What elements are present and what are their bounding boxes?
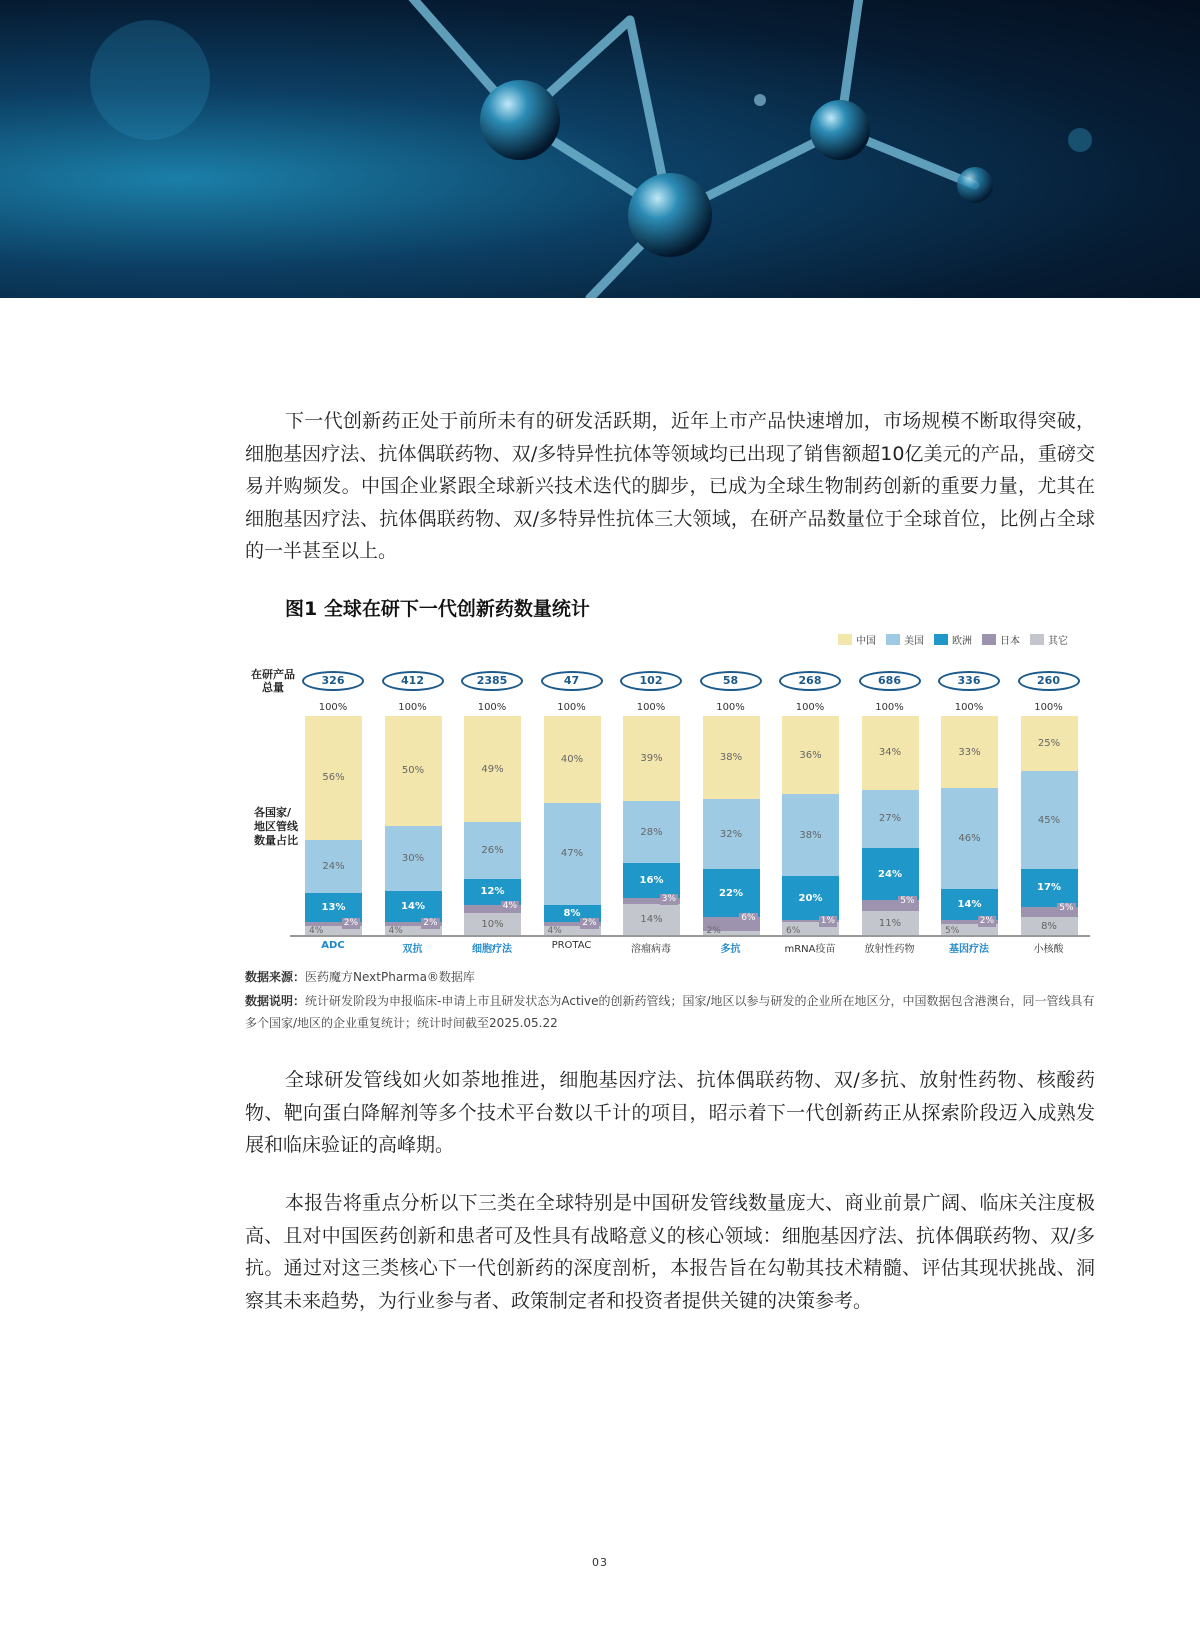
bar-group bbox=[936, 666, 1016, 956]
data-label: 8% bbox=[1041, 920, 1057, 932]
data-label: 4% bbox=[502, 900, 517, 911]
bar-group bbox=[857, 666, 937, 956]
top-label: 100% bbox=[1034, 702, 1063, 713]
data-label: 6% bbox=[786, 925, 801, 936]
stacked-bar bbox=[464, 716, 521, 935]
bar-segment-jp bbox=[862, 896, 919, 911]
bar-segment-ot bbox=[862, 911, 919, 935]
data-label: 14% bbox=[957, 898, 982, 910]
stacked-bar bbox=[703, 716, 760, 935]
bar-segment-us bbox=[782, 794, 839, 876]
source-text: 医药魔方NextPharma®数据库 bbox=[305, 970, 475, 984]
legend-item-us bbox=[886, 632, 924, 647]
bar-segment-cn bbox=[703, 716, 760, 799]
data-label: 12% bbox=[480, 886, 505, 898]
bar-group bbox=[380, 666, 460, 956]
legend-swatch bbox=[1030, 634, 1044, 645]
bar-segment-cn bbox=[544, 716, 601, 803]
data-label: 36% bbox=[799, 749, 822, 761]
data-label: 26% bbox=[481, 844, 504, 856]
data-label: 27% bbox=[878, 813, 902, 825]
note-label: 数据说明： bbox=[245, 994, 306, 1008]
data-label: 24% bbox=[878, 868, 902, 880]
body-paragraph-3: 本报告将重点分析以下三类在全球特别是中国研发管线数量庞大、商业前景广阔、临床关注度极高、且对中国医药创新和患者可及性具有战略意义的核心领域：细胞基因疗法、抗体偶联药物、双/多抗。通过对这三类核心下一代创新药的深度剖析，本报告旨在勾勒其技术精髓、评估其现状挑战、洞察其未来趋势，为行业参与者、政策制定者和投资者提供关键的决策参考。 bbox=[245, 1192, 1095, 1312]
total-badge: 2385 bbox=[461, 671, 523, 691]
category-label: ADC bbox=[321, 940, 345, 951]
data-label: 38% bbox=[719, 752, 743, 764]
total-badge: 260 bbox=[1018, 671, 1080, 691]
total-badge: 412 bbox=[382, 671, 444, 691]
category-label: 细胞疗法 bbox=[472, 944, 512, 955]
bar-segment-eu bbox=[1021, 869, 1078, 906]
bar-segment-us bbox=[862, 790, 919, 849]
top-label: 100% bbox=[716, 702, 745, 713]
bar-segment-eu bbox=[862, 848, 919, 900]
data-label: 1% bbox=[820, 915, 835, 926]
page-number: 03 bbox=[592, 1556, 608, 1569]
intro-paragraph: 下一代创新药正处于前所未有的研发活跃期，近年上市产品快速增加，市场规模不断取得突破，细胞基因疗法、抗体偶联药物、双/多特异性抗体等领域均已出现了销售额超10亿美元的产品，重磅交易并购频发。中国企业紧跟全球新兴技术迭代的脚步，已成为全球生物制药创新的重要力量，尤其在细胞基因疗法、抗体偶联药物、双/多特异性抗体三大领域，在研产品数量位于全球首位，比例占全球的一半甚至以上。 bbox=[245, 410, 1095, 562]
stacked-bar bbox=[385, 716, 442, 935]
stacked-bar-chart bbox=[300, 666, 1100, 956]
top-label: 100% bbox=[398, 702, 427, 713]
bar-segment-jp bbox=[1021, 902, 1078, 918]
stacked-bar bbox=[1021, 716, 1078, 935]
data-label: 50% bbox=[401, 765, 425, 777]
total-badge: 268 bbox=[779, 671, 841, 691]
total-badge: 326 bbox=[302, 671, 364, 691]
bar-segment-eu bbox=[703, 869, 760, 917]
legend-swatch bbox=[886, 634, 900, 645]
legend-label: 欧洲 bbox=[952, 636, 972, 647]
top-label: 100% bbox=[636, 702, 666, 713]
bar-segment-eu bbox=[623, 863, 680, 898]
hero-molecule-image bbox=[0, 0, 1200, 298]
total-badge: 58 bbox=[700, 671, 762, 691]
data-label: 4% bbox=[547, 925, 562, 936]
total-badge: 47 bbox=[541, 671, 603, 691]
category-label: PROTAC bbox=[551, 940, 592, 951]
bar-group bbox=[618, 666, 698, 956]
legend-swatch bbox=[838, 634, 852, 645]
data-label: 11% bbox=[878, 917, 902, 929]
legend-item-cn bbox=[838, 632, 876, 647]
legend-item-eu bbox=[934, 632, 972, 647]
total-label: 在研产品总量 bbox=[251, 668, 295, 694]
top-label: 100% bbox=[875, 702, 904, 713]
bar-segment-cn bbox=[941, 716, 998, 788]
y-axis-label: 各国家/地区管线数量占比 bbox=[254, 806, 298, 847]
note-text: 统计研发阶段为申报临床-申请上市且研发状态为Active的创新药管线；国家/地区以参与研发的企业所在地区分，中国数据包含港澳台，同一管线具有多个国家/地区的企业重复统计；统计时间截至2025.05.22 bbox=[245, 994, 1095, 1030]
bar-group bbox=[539, 666, 619, 956]
data-label: 34% bbox=[878, 747, 902, 759]
bar-segment-us bbox=[544, 803, 601, 905]
legend-label: 中国 bbox=[856, 636, 876, 647]
data-label: 5% bbox=[900, 896, 915, 907]
data-label: 45% bbox=[1037, 814, 1061, 826]
chart-legend bbox=[838, 632, 1068, 647]
bar-segment-us bbox=[385, 826, 442, 892]
bar-segment-us bbox=[703, 799, 760, 869]
bar-segment-cn bbox=[385, 716, 442, 826]
legend-swatch bbox=[934, 634, 948, 645]
total-badge: 336 bbox=[938, 671, 1000, 691]
bar-group bbox=[777, 666, 857, 956]
top-label: 100% bbox=[954, 702, 984, 713]
data-label: 13% bbox=[321, 901, 346, 913]
bar-segment-us bbox=[464, 822, 521, 878]
category-label: 多抗 bbox=[720, 944, 741, 955]
data-source bbox=[245, 966, 1095, 988]
legend-item-ot bbox=[1030, 632, 1068, 647]
top-label: 100% bbox=[557, 702, 586, 713]
data-label: 33% bbox=[958, 746, 981, 758]
stacked-bar bbox=[941, 716, 998, 935]
data-note bbox=[245, 990, 1095, 1034]
bar-segment-ot bbox=[623, 904, 680, 935]
data-label: 47% bbox=[560, 848, 584, 860]
bar-segment-eu bbox=[782, 876, 839, 919]
category-label: 基因疗法 bbox=[949, 944, 989, 955]
data-label: 2% bbox=[423, 917, 438, 928]
bar-group bbox=[459, 666, 539, 956]
data-label: 2% bbox=[343, 917, 358, 928]
bar-segment-us bbox=[305, 840, 362, 893]
total-badge: 102 bbox=[620, 671, 682, 691]
legend-label: 美国 bbox=[904, 636, 924, 647]
data-label: 49% bbox=[481, 763, 504, 775]
stacked-bar bbox=[862, 716, 919, 935]
data-label: 40% bbox=[560, 753, 584, 765]
data-label: 5% bbox=[945, 925, 960, 936]
stacked-bar bbox=[305, 716, 362, 935]
bar-segment-us bbox=[623, 801, 680, 862]
data-label: 10% bbox=[481, 918, 504, 930]
data-label: 32% bbox=[719, 828, 743, 840]
bar-segment-jp bbox=[464, 900, 521, 914]
data-label: 46% bbox=[958, 833, 981, 845]
bar-segment-cn bbox=[1021, 716, 1078, 771]
category-label: 溶瘤病毒 bbox=[631, 944, 671, 955]
bar-group bbox=[300, 666, 380, 956]
data-label: 8% bbox=[563, 907, 581, 919]
bar-segment-cn bbox=[305, 716, 362, 840]
bar-segment-ot bbox=[464, 913, 521, 935]
data-label: 39% bbox=[640, 753, 663, 765]
data-label: 6% bbox=[741, 913, 756, 924]
data-label: 24% bbox=[322, 860, 345, 872]
data-label: 3% bbox=[661, 893, 676, 904]
category-label: 双抗 bbox=[402, 944, 423, 955]
figure-title: 图1 全球在研下一代创新药数量统计 bbox=[285, 598, 590, 620]
top-label: 100% bbox=[477, 702, 507, 713]
data-label: 56% bbox=[322, 772, 345, 784]
top-label: 100% bbox=[318, 702, 348, 713]
category-label: 放射性药物 bbox=[864, 944, 915, 955]
legend-item-jp bbox=[982, 632, 1020, 647]
stacked-bar bbox=[544, 716, 601, 935]
legend-label: 日本 bbox=[1000, 636, 1020, 647]
data-label: 20% bbox=[798, 892, 823, 904]
data-label: 5% bbox=[1059, 902, 1074, 913]
category-label: mRNA疫苗 bbox=[784, 944, 836, 955]
data-label: 2% bbox=[979, 915, 994, 926]
bar-segment-ot bbox=[1021, 917, 1078, 935]
data-label: 22% bbox=[719, 887, 743, 899]
data-label: 28% bbox=[640, 826, 663, 838]
bar-segment-us bbox=[941, 788, 998, 889]
bar-segment-cn bbox=[862, 716, 919, 790]
bar-group bbox=[698, 666, 778, 956]
bar-segment-us bbox=[1021, 771, 1078, 870]
top-label: 100% bbox=[795, 702, 825, 713]
data-label: 14% bbox=[640, 914, 663, 926]
bar-segment-cn bbox=[782, 716, 839, 794]
data-label: 16% bbox=[639, 874, 664, 886]
total-badge: 686 bbox=[859, 671, 921, 691]
body-paragraph-2: 全球研发管线如火如荼地推进，细胞基因疗法、抗体偶联药物、双/多抗、放射性药物、核酸药物、靶向蛋白降解剂等多个技术平台数以千计的项目，昭示着下一代创新药正从探索阶段迈入成熟发展和临床验证的高峰期。 bbox=[245, 1069, 1095, 1156]
bar-segment-cn bbox=[464, 716, 521, 822]
legend-swatch bbox=[982, 634, 996, 645]
bar-segment-ot bbox=[703, 925, 760, 936]
data-label: 17% bbox=[1037, 882, 1061, 894]
stacked-bar bbox=[623, 716, 680, 935]
bar-segment-cn bbox=[623, 716, 680, 801]
data-label: 30% bbox=[401, 852, 425, 864]
data-label: 14% bbox=[401, 901, 425, 913]
bar-group bbox=[1016, 666, 1096, 956]
data-label: 2% bbox=[582, 917, 597, 928]
data-label: 38% bbox=[799, 829, 822, 841]
data-label: 2% bbox=[706, 925, 721, 936]
category-label: 小核酸 bbox=[1033, 944, 1064, 955]
data-label: 4% bbox=[388, 925, 403, 936]
stacked-bar bbox=[782, 716, 839, 935]
source-label: 数据来源： bbox=[245, 970, 306, 984]
data-label: 25% bbox=[1037, 737, 1061, 749]
data-label: 4% bbox=[309, 925, 324, 936]
legend-label: 其它 bbox=[1048, 636, 1068, 647]
